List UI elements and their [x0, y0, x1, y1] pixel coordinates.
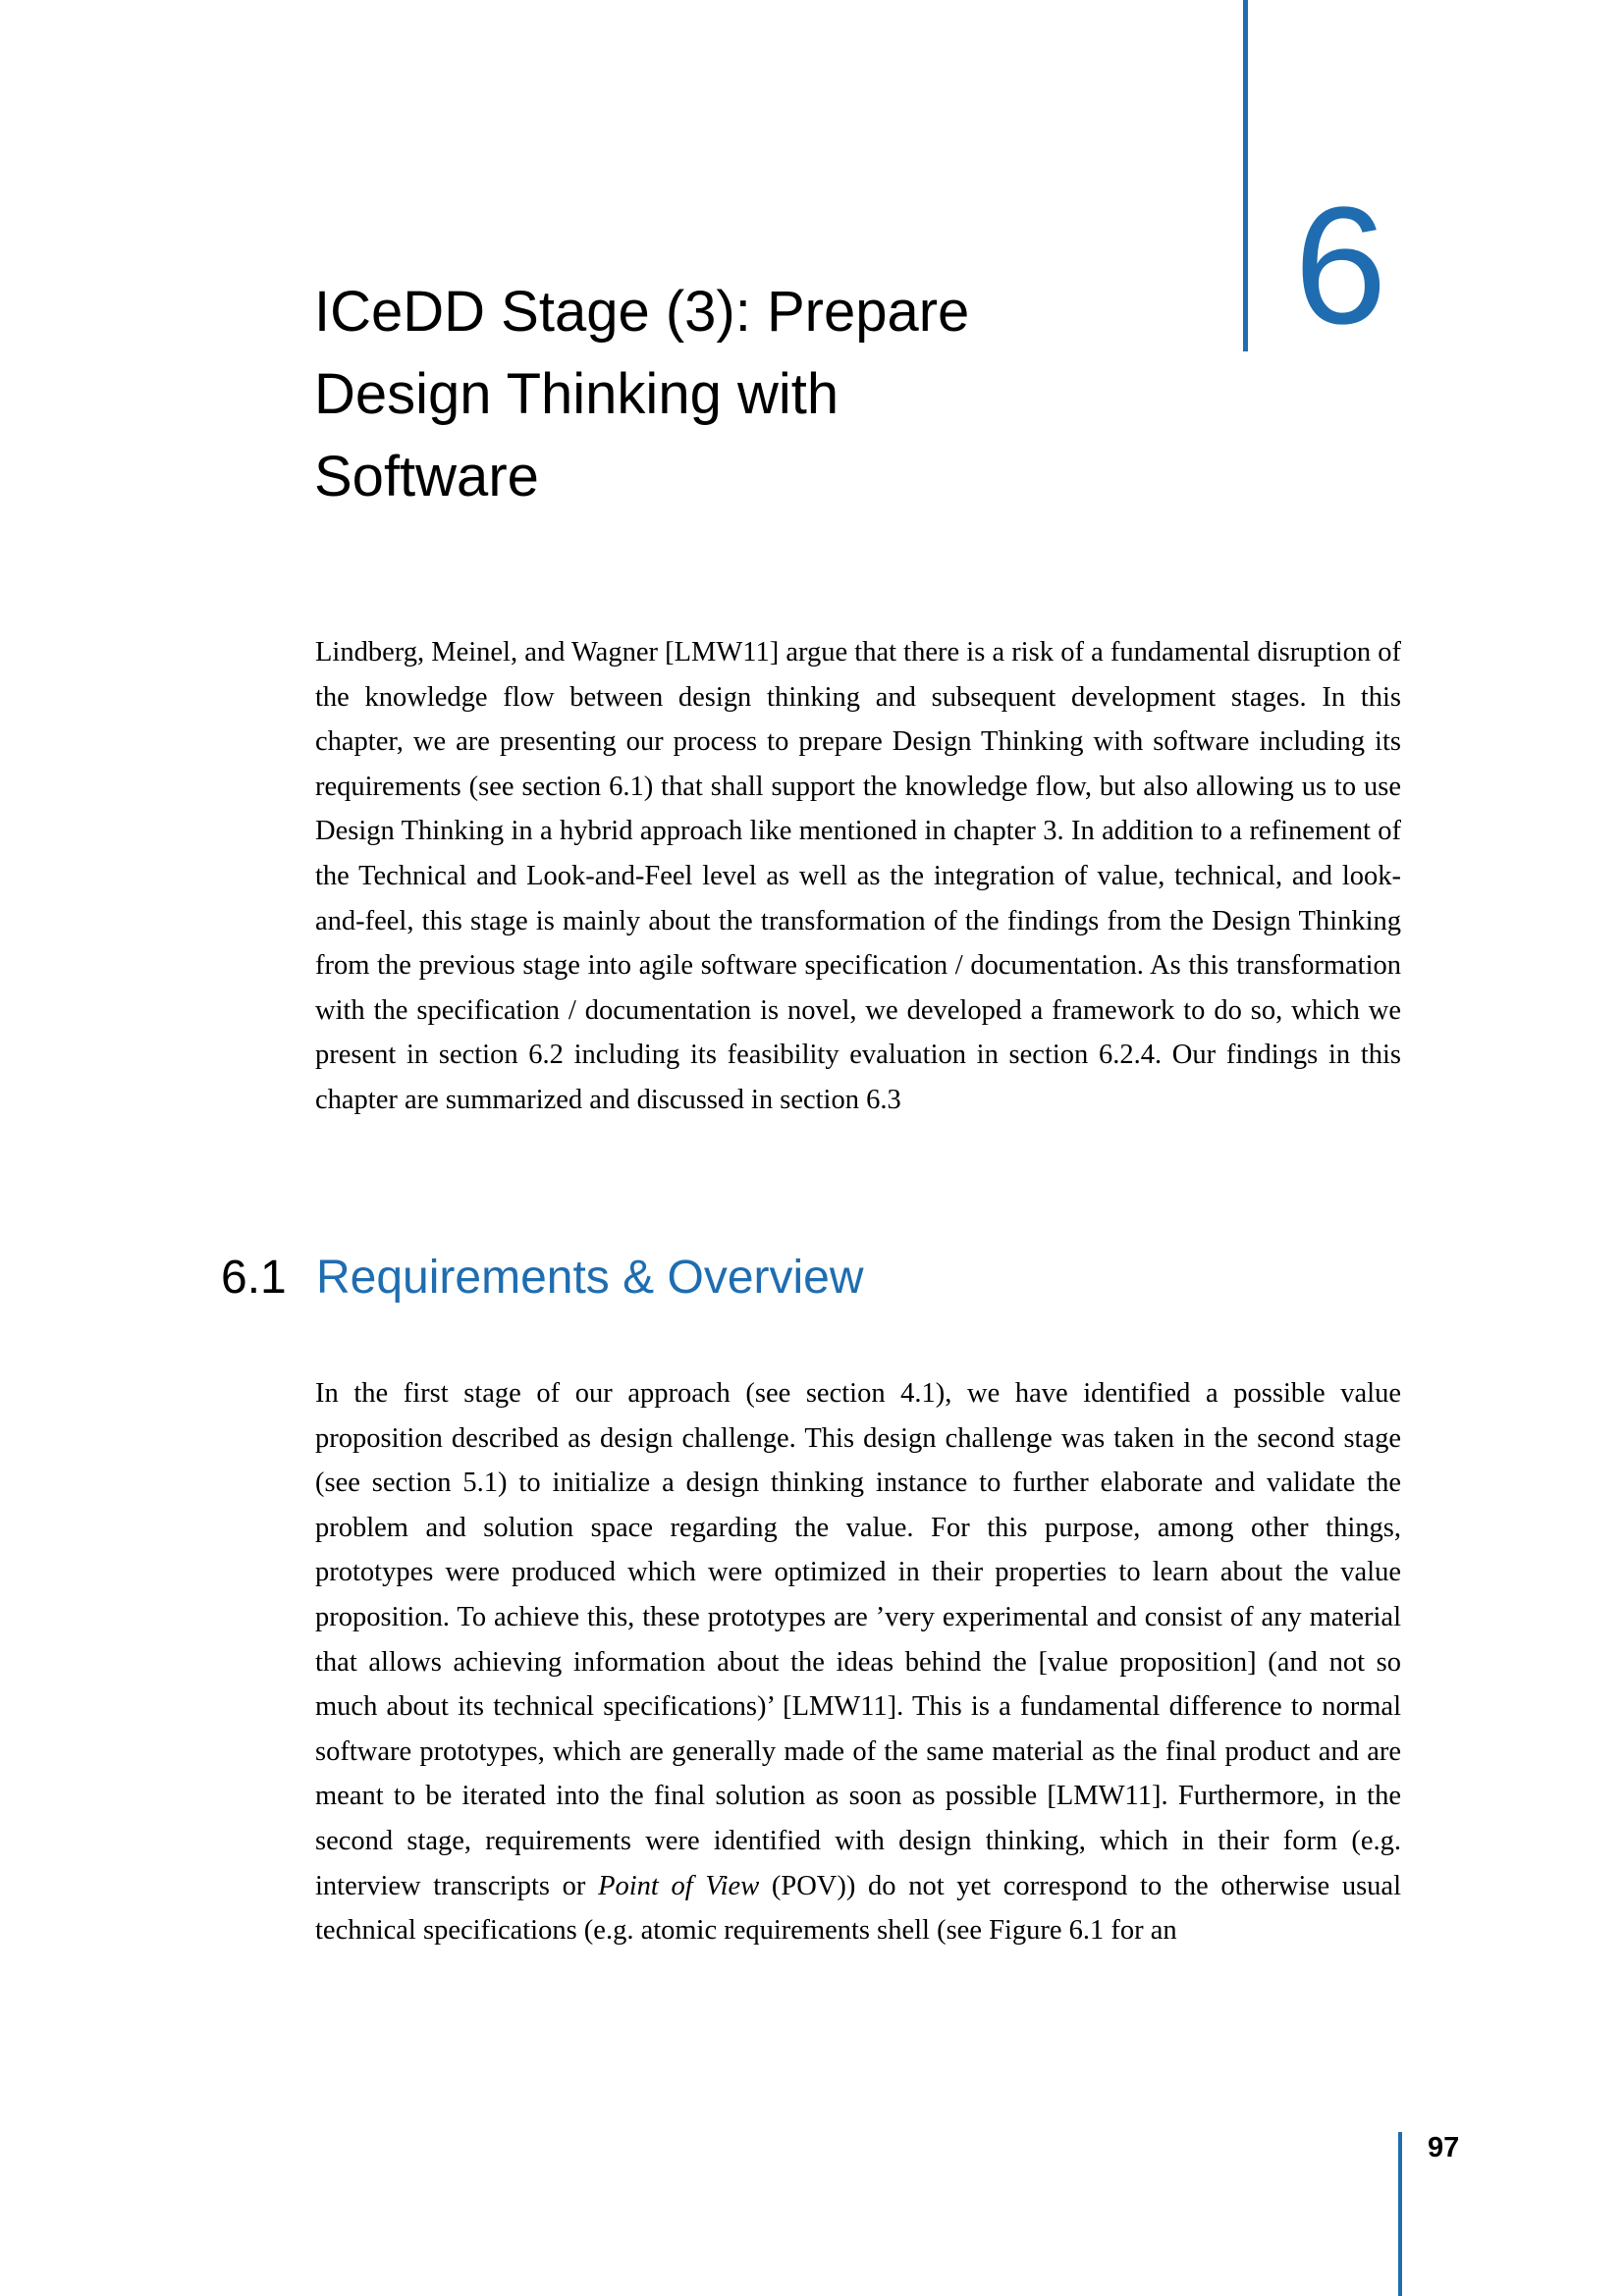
section-heading [221, 1249, 864, 1308]
footer-rule [1398, 2132, 1402, 2296]
section-paragraph [315, 1371, 1401, 1953]
chapter-rule [1243, 0, 1248, 351]
section-number: 6.1 [221, 1252, 287, 1304]
italic-term: Point of View [598, 1870, 760, 1901]
intro-paragraph: Lindberg, Meinel, and Wagner [LMW11] argue that there is a risk of a fundamental disruption of the knowledge flow between design thinking and subsequent development stages. In this chapter, we are presenting our process to prepare Design Thinking with software including its requirements (see section 6.1) that shall support the knowledge flow, but also allowing us to use Design Thinking in a hybrid approach like mentioned in chapter 3. In addition to a refinement of the Technical and Look-and-Feel level as well as the integration of value, technical, and look-and-feel, this stage is mainly about the transformation of the findings from the Design Thinking from the previous stage into agile software specification / documentation. As this transformation with the specification / documentation is novel, we developed a framework to do so, which we present in section 6.2 including its feasibility evaluation in section 6.2.4. Our findings in this chapter are summarized and discussed in section 6.3 [315, 637, 1401, 1115]
section-paragraph-text-1: In the first stage of our approach (see section 4.1), we have identified a possible value proposition described as design challenge. This design challenge was taken in the second stage (see section 5.1) to initialize a design thinking instance to further elaborate and validate the problem and solution space regarding the value. For this purpose, among other things, prototypes were produced which were optimized in their properties to learn about the value proposition. To achieve this, these prototypes are ’very experimental and consist of any material that allows achieving information about the ideas behind the [value proposition] (and not so much about its technical specifications)’ [LMW11]. This is a fundamental difference to normal software prototypes, which are generally made of the same material as the final product and are meant to be iterated into the final solution as soon as possible [LMW11]. Furthermore, in the second stage, requirements were identified with design thinking, which in their form (e.g. interview transcripts or [315, 1378, 1401, 1901]
chapter-number: 6 [1294, 173, 1387, 359]
page-number: 97 [1428, 2132, 1460, 2163]
section-paragraph-text-2: (POV)) do not yet correspond to the otherwise usual technical specifications (e.g. atomic requirements shell (see Figure 6.1 for an [315, 1870, 1401, 1947]
section-title: Requirements & Overview [316, 1252, 864, 1304]
chapter-title: ICeDD Stage (3): Prepare Design Thinking with Software [314, 280, 970, 508]
